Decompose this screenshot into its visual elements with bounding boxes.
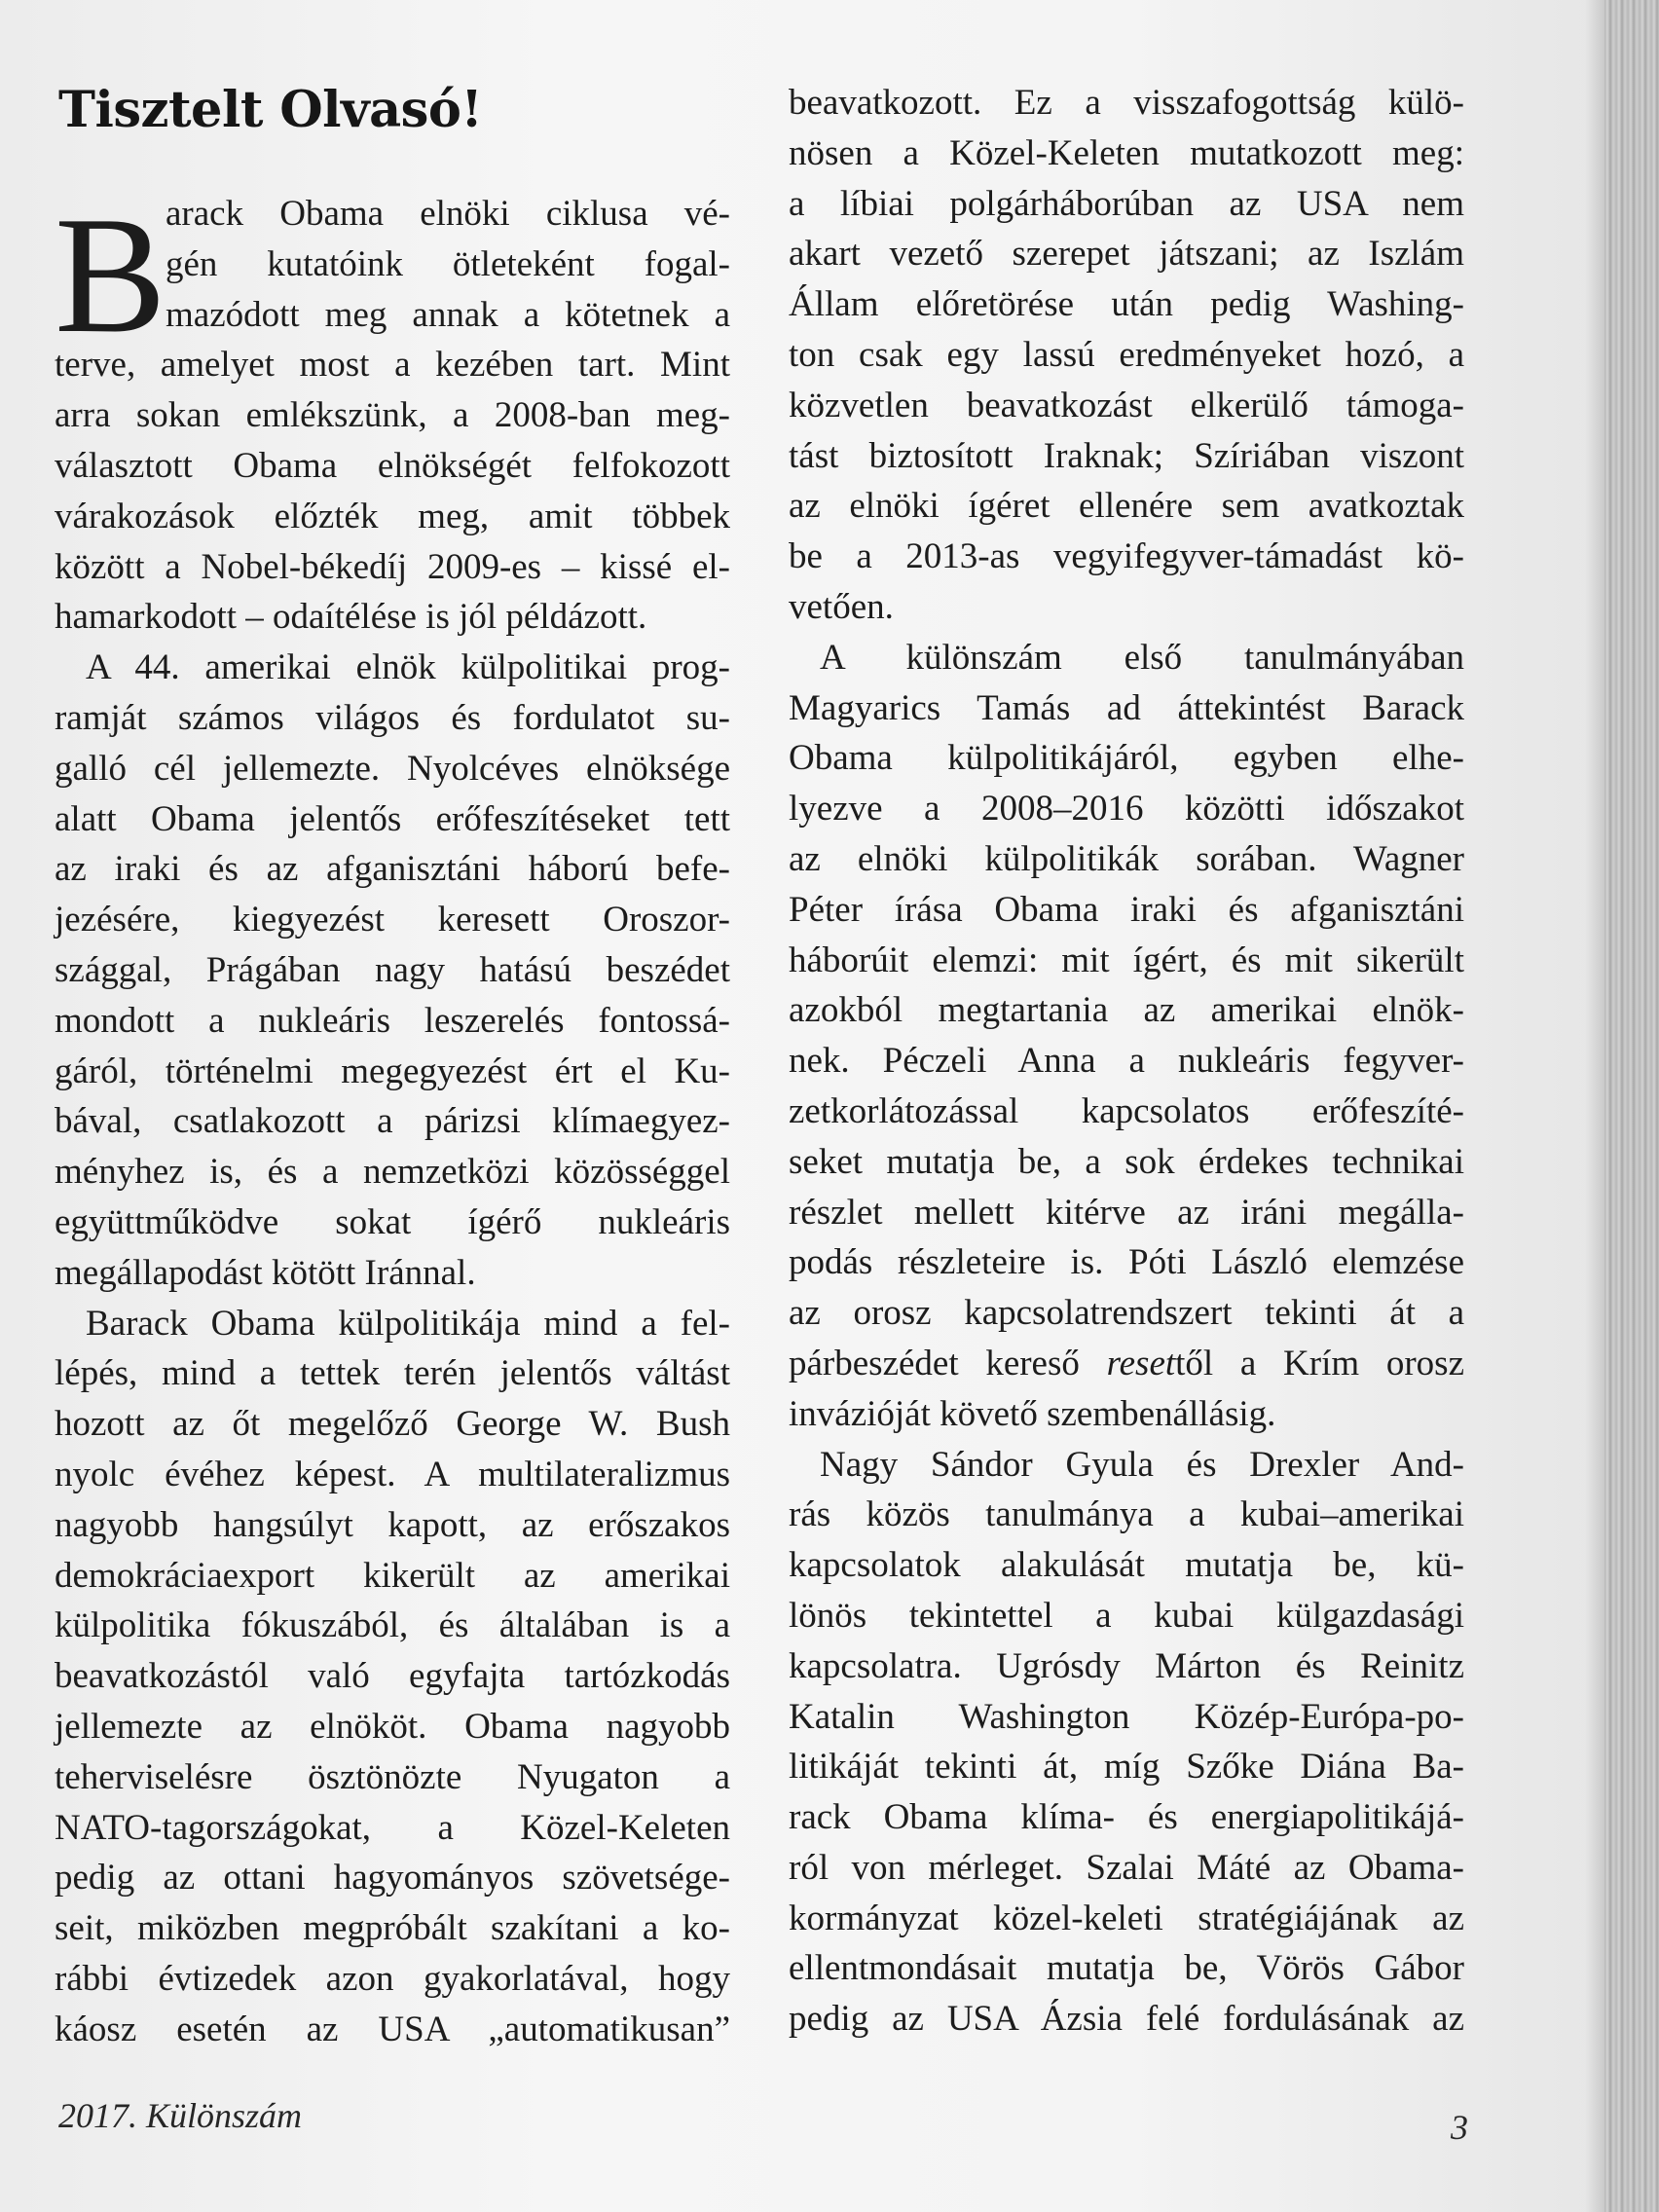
text-line: szággal, Prágában nagy hatású beszédet bbox=[55, 949, 730, 990]
page-title: Tisztelt Olvasó! bbox=[58, 81, 483, 139]
text-line: arra sokan emlékszünk, a 2008-ban meg- bbox=[55, 395, 730, 436]
text-line: hamarkodott – odaítélése is jól példázott. bbox=[55, 597, 647, 638]
text-line: közvetlen beavatkozást elkerülő támoga- bbox=[789, 385, 1464, 425]
text-line: ellentmondásait mutatja be, Vörös Gábor bbox=[789, 1948, 1464, 1989]
text-line: gáról, történelmi megegyezést ért el Ku- bbox=[55, 1051, 730, 1091]
text-line: nek. Péczeli Anna a nukleáris fegyver- bbox=[789, 1041, 1464, 1082]
text-line: kapcsolatra. Ugrósdy Márton és Reinitz bbox=[789, 1645, 1464, 1686]
text-line: az iraki és az afganisztáni háború befe- bbox=[55, 849, 730, 890]
text-line: mazódott meg annak a kötetnek a bbox=[166, 294, 730, 335]
text-line: arack Obama elnöki ciklusa vé- bbox=[166, 194, 730, 234]
text-line: A különszám első tanulmányában bbox=[820, 637, 1464, 678]
text-line: lépés, mind a tettek terén jelentős váltást bbox=[55, 1353, 730, 1394]
text-line: teherviselésre ösztönözte Nyugaton a bbox=[55, 1756, 730, 1797]
text-line: párbeszédet kereső resettől a Krím orosz bbox=[789, 1343, 1464, 1383]
text-line: jellemezte az elnököt. Obama nagyobb bbox=[55, 1706, 730, 1747]
text-line: litikáját tekinti át, míg Szőke Diána Ba- bbox=[789, 1747, 1464, 1788]
text-line: káosz esetén az USA „automatikusan” bbox=[55, 2009, 730, 2049]
text-line: podás részleteire is. Póti László elemzése bbox=[789, 1242, 1464, 1283]
text-line: seket mutatja be, a sok érdekes technikai bbox=[789, 1141, 1464, 1182]
text-line: vetően. bbox=[789, 586, 894, 627]
text-line: invázióját követő szembenállásig. bbox=[789, 1393, 1276, 1434]
text-line: beavatkozástól való egyfajta tartózkodás bbox=[55, 1656, 730, 1697]
text-line: mondott a nukleáris leszerelés fontossá- bbox=[55, 1000, 730, 1041]
text-line: választott Obama elnökségét felfokozott bbox=[55, 445, 730, 486]
text-line: az elnöki ígéret ellenére sem avatkoztak bbox=[789, 486, 1464, 527]
text-line: tást biztosított Iraknak; Szíriában viszont bbox=[789, 435, 1464, 476]
text-line: demokráciaexport kikerült az amerikai bbox=[55, 1555, 730, 1596]
text-line: megállapodást kötött Iránnal. bbox=[55, 1252, 476, 1293]
text-line: részlet mellett kitérve az iráni megálla- bbox=[789, 1192, 1464, 1233]
text-line: alatt Obama jelentős erőfeszítéseket tett bbox=[55, 798, 730, 839]
text-line: Péter írása Obama iraki és afganisztáni bbox=[789, 889, 1464, 930]
page-edge-stack bbox=[1604, 0, 1659, 2212]
text-line: nyolc évéhez képest. A multilateralizmus bbox=[55, 1454, 730, 1494]
text-line: seit, miközben megpróbált szakítani a ko- bbox=[55, 1908, 730, 1949]
page-number: 3 bbox=[1451, 2108, 1468, 2147]
text-line: lyezve a 2008–2016 közötti időszakot bbox=[789, 789, 1464, 830]
page-edge-shadow bbox=[1585, 0, 1604, 2212]
drop-cap: B bbox=[55, 183, 166, 368]
text-line: Obama külpolitikájáról, egyben elhe- bbox=[789, 738, 1464, 779]
text-line: Magyarics Tamás ad áttekintést Barack bbox=[789, 687, 1464, 728]
text-line: az elnöki külpolitikák sorában. Wagner bbox=[789, 838, 1464, 879]
text-line: között a Nobel-békedíj 2009-es – kissé el- bbox=[55, 546, 730, 587]
text-line: lönös tekintettel a kubai külgazdasági bbox=[789, 1595, 1464, 1636]
text-line: ról von mérleget. Szalai Máté az Obama- bbox=[789, 1847, 1464, 1888]
text-line: ményhez is, és a nemzetközi közösséggel bbox=[55, 1152, 730, 1193]
text-line: nösen a Közel-Keleten mutatkozott meg: bbox=[789, 132, 1464, 173]
text-line: a líbiai polgárháborúban az USA nem bbox=[789, 183, 1464, 224]
text-line: beavatkozott. Ez a visszafogottság külö- bbox=[789, 83, 1464, 123]
issue-label: 2017. Különszám bbox=[58, 2096, 303, 2135]
text-line: azokból megtartania az amerikai elnök- bbox=[789, 990, 1464, 1031]
right-text-column bbox=[789, 78, 1464, 2045]
text-line: terve, amelyet most a kezében tart. Mint bbox=[55, 345, 730, 386]
text-line: az orosz kapcsolatrendszert tekinti át a bbox=[789, 1293, 1464, 1334]
text-line: együttműködve sokat ígérő nukleáris bbox=[55, 1201, 730, 1242]
left-text-column bbox=[55, 183, 730, 2054]
text-line: jezésére, kiegyezést keresett Oroszor- bbox=[55, 900, 730, 940]
text-line: gén kutatóink ötleteként fogal- bbox=[166, 243, 730, 284]
text-line: hozott az őt megelőző George W. Bush bbox=[55, 1404, 730, 1445]
text-line: Barack Obama külpolitikája mind a fel- bbox=[86, 1303, 730, 1344]
text-line: NATO-tagországokat, a Közel-Keleten bbox=[55, 1807, 730, 1848]
text-line: rás közös tanulmánya a kubai–amerikai bbox=[789, 1494, 1464, 1535]
text-line: zetkorlátozással kapcsolatos erőfeszíté- bbox=[789, 1090, 1464, 1131]
text-line: külpolitika fókuszából, és általában is a bbox=[55, 1605, 730, 1646]
text-line: bával, csatlakozott a párizsi klímaegyez- bbox=[55, 1101, 730, 1142]
text-line: Katalin Washington Közép-Európa-po- bbox=[789, 1696, 1464, 1737]
text-line: pedig az ottani hagyományos szövetsége- bbox=[55, 1858, 730, 1899]
text-line: kapcsolatok alakulását mutatja be, kü- bbox=[789, 1545, 1464, 1586]
text-line: galló cél jellemezte. Nyolcéves elnöksége bbox=[55, 748, 730, 789]
text-line: akart vezető szerepet játszani; az Iszlám bbox=[789, 234, 1464, 275]
text-line: háborúit elemzi: mit ígért, és mit sikerült bbox=[789, 940, 1464, 980]
text-line: nagyobb hangsúlyt kapott, az erőszakos bbox=[55, 1504, 730, 1545]
text-line: Állam előretörése után pedig Washing- bbox=[789, 284, 1464, 325]
text-line: kormányzat közel-keleti stratégiájának az bbox=[789, 1898, 1464, 1938]
text-line: rack Obama klíma- és energiapolitikájá- bbox=[789, 1797, 1464, 1838]
text-line: pedig az USA Ázsia felé fordulásának az bbox=[789, 1999, 1464, 2040]
text-line: A 44. amerikai elnök külpolitikai prog- bbox=[86, 647, 730, 688]
text-line: be a 2013-as vegyifegyver-támadást kö- bbox=[789, 536, 1464, 577]
text-line: ramját számos világos és fordulatot su- bbox=[55, 697, 730, 738]
text-line: várakozások előzték meg, amit többek bbox=[55, 496, 730, 536]
text-line: ton csak egy lassú eredményeket hozó, a bbox=[789, 334, 1464, 375]
text-line: rábbi évtizedek azon gyakorlatával, hogy bbox=[55, 1958, 730, 1999]
text-line: Nagy Sándor Gyula és Drexler And- bbox=[820, 1444, 1464, 1485]
